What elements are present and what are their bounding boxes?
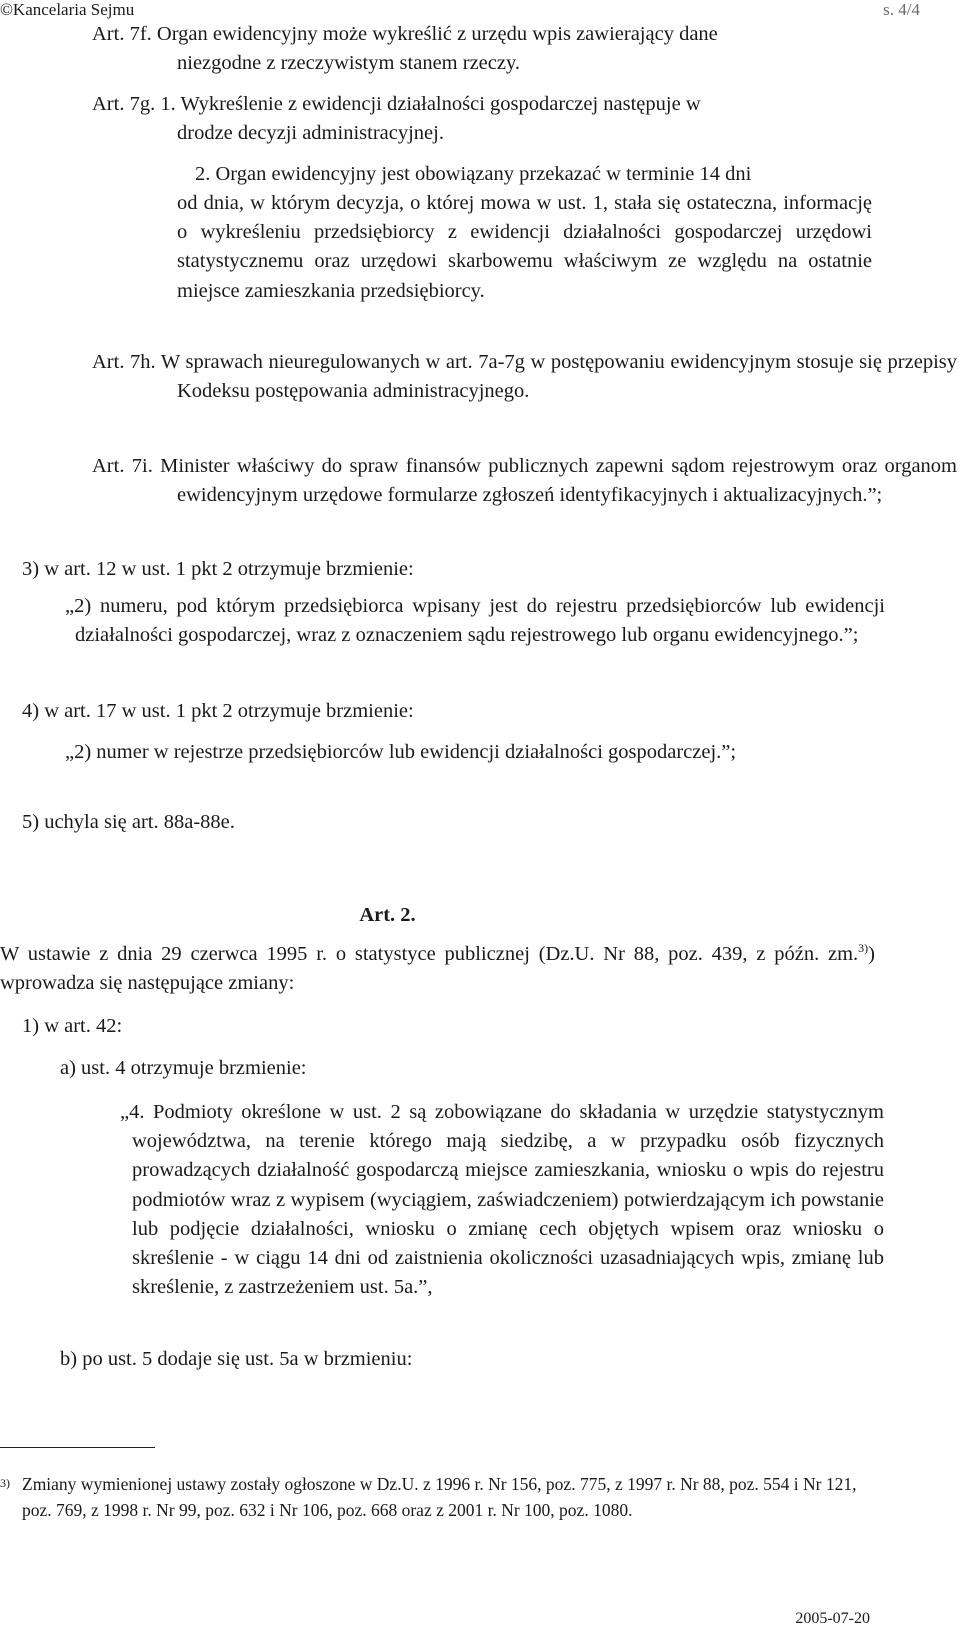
art-2-intro-text: W ustawie z dnia 29 czerwca 1995 r. o statystyce publicznej (Dz.U. Nr 88, poz. 439, z późn. zm.	[0, 943, 859, 965]
art-7g-line-1: Art. 7g. 1. Wykreślenie z ewidencji działalności gospodarczej następuje w	[92, 93, 701, 115]
document-date: 2005-07-20	[795, 1610, 870, 1627]
art-7f-line-1: Art. 7f. Organ ewidencyjny może wykreślić z urzędu wpis zawierający dane	[92, 23, 718, 45]
art-7g-line-2: drodze decyzji administracyjnej.	[177, 122, 444, 144]
art-2-point-1b: b) po ust. 5 dodaje się ust. 5a w brzmieniu:	[60, 1348, 413, 1370]
art-2-point-1a: a) ust. 4 otrzymuje brzmienie:	[60, 1057, 307, 1079]
art-7h: Art. 7h. W sprawach nieuregulowanych w art. 7a-7g w postępowaniu ewidencyjnym stosuje się przepisy Kodeksu postępowania administracyjnego.	[92, 351, 957, 403]
footnote-number: 3)	[0, 1476, 10, 1490]
art-2-title: Art. 2.	[359, 904, 416, 926]
point-3-quote: „2) numeru, pod którym przedsiębiorca wpisany jest do rejestru przedsiębiorców lub ewidencji działalności gospodarczej, wraz z oznaczeniem sądu rejestrowego lub organu ewidencyjnego.”;	[65, 595, 885, 647]
art-2-intro	[0, 940, 875, 998]
footnote-separator	[0, 1447, 155, 1448]
art-7g-ust-2-body: od dnia, w którym decyzja, o której mowa w ust. 1, stała się ostateczna, informację o wykreśleniu przedsiębiorcy z ewidencji działalności gospodarczej urzędowi statystycznemu oraz urzędowi skarbowemu właściwym ze względu na ostatnie miejsce zamieszkania przedsiębiorcy.	[177, 192, 872, 302]
point-3: 3) w art. 12 w ust. 1 pkt 2 otrzymuje brzmienie:	[22, 558, 414, 580]
copyright-header: ©Kancelaria Sejmu	[0, 0, 135, 19]
art-7g-ust-2-line-1: 2. Organ ewidencyjny jest obowiązany przekazać w terminie 14 dni	[195, 163, 752, 185]
footnote-text: Zmiany wymienionej ustawy zostały ogłoszone w Dz.U. z 1996 r. Nr 156, poz. 775, z 1997 r. Nr 88, poz. 554 i Nr 121, poz. 769, z 1998 r. Nr 99, poz. 632 i Nr 106, poz. 668 oraz z 2001 r. Nr 100, poz. 1080.	[22, 1474, 857, 1520]
art-2-intro-text-end: ) wprowadza się następujące zmiany:	[0, 943, 875, 995]
art-2-point-1: 1) w art. 42:	[22, 1015, 123, 1037]
page-number: s. 4/4	[883, 0, 920, 19]
art-2-point-1a-quote: „4. Podmioty określone w ust. 2 są zobowiązane do składania w urzędzie statystycznym województwa, na terenie którego mają siedzibę, a w przypadku osób fizycznych prowadzących działalność gospodarczą miejsce zamieszkania, wniosku o wpis do rejestru podmiotów wraz z wypisem (wyciągiem, zaświadczeniem) potwierdzającym ich powstanie lub podjęcie działalności, wniosku o zmianę cech objętych wpisem oraz wniosku o skreślenie - w ciągu 14 dni od zaistnienia okoliczności uzasadniających wpis, zmianę lub skreślenie, z zastrzeżeniem ust. 5a.”,	[120, 1101, 884, 1299]
art-7f-line-2: niezgodne z rzeczywistym stanem rzeczy.	[177, 52, 521, 74]
art-7i: Art. 7i. Minister właściwy do spraw finansów publicznych zapewni sądom rejestrowym oraz organom ewidencyjnym urzędowe formularze zgłoszeń identyfikacyjnych i aktualizacyjnych.”;	[92, 455, 957, 507]
point-4: 4) w art. 17 w ust. 1 pkt 2 otrzymuje brzmienie:	[22, 700, 414, 722]
point-5: 5) uchyla się art. 88a-88e.	[22, 811, 235, 833]
point-4-quote: „2) numer w rejestrze przedsiębiorców lub ewidencji działalności gospodarczej.”;	[65, 741, 737, 763]
footnote-ref: 3)	[858, 941, 869, 955]
